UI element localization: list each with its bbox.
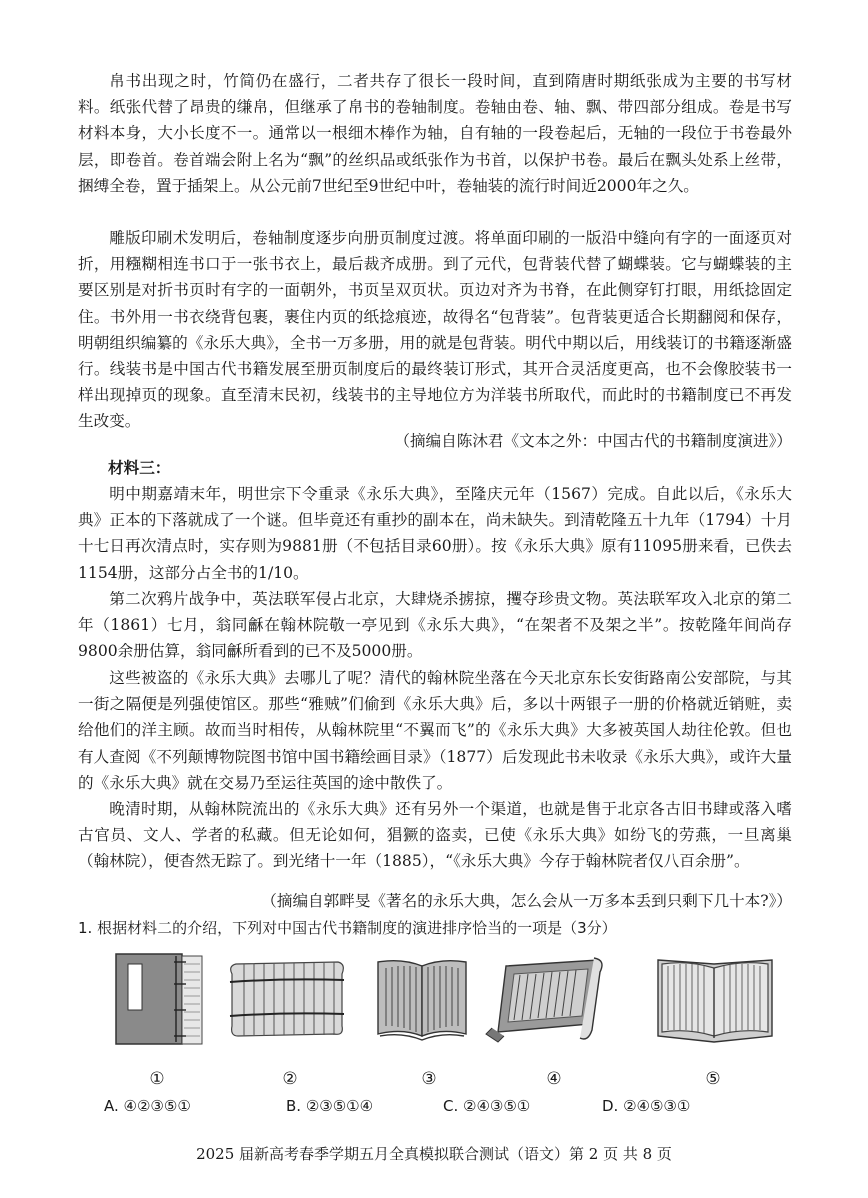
option-d[interactable]: D. ②④⑤③①: [602, 1097, 691, 1115]
option-b[interactable]: B. ②③⑤①④: [286, 1097, 374, 1115]
figure-label-4: ④: [546, 1069, 562, 1089]
figure-label-1: ①: [149, 1069, 165, 1089]
scroll-illustration: [484, 952, 608, 1048]
material3-paragraph-2: 第二次鸦片战争中，英法联军侵占北京，大肆烧杀掳掠，攫夺珍贵文物。英法联军攻入北京的第二年（1861）七月，翁同龢在翰林院敬一亭见到《永乐大典》，“在架者不及架之半”。按乾隆年间尚存9800余册估算，翁同龢所看到的已不及5000册。: [78, 590, 792, 661]
material3-paragraph-3: 这些被盗的《永乐大典》去哪儿了呢？清代的翰林院坐落在今天北京东长安街路南公安部院，与其一街之隔便是列强使馆区。那些“雅贼”们偷到《永乐大典》后，多以十两银子一册的价格就近销赃，卖给他们的洋主顾。故而当时相传，从翰林院里“不翼而飞”的《永乐大典》大多被英国人劫往伦敦。但也有人查阅《不列颠博物院图书馆中国书籍绘画目录》（1877）后发现此书未收录《永乐大典》，或许大量的《永乐大典》就在交易乃至运往英国的途中散佚了。: [78, 669, 792, 792]
option-a[interactable]: A. ④②③⑤①: [104, 1097, 191, 1115]
book-forms-figures: [0, 952, 868, 1048]
wrapped-back-binding-illustration: [656, 952, 774, 1048]
material3-paragraph-4: 晚清时期，从翰林院流出的《永乐大典》还有另外一个渠道，也就是售于北京各古旧书肆或落入嗜古官员、文人、学者的私藏。但无论如何，猖獗的盗卖，已使《永乐大典》如纷飞的劳燕，一旦离巢（翰林院），便杳然无踪了。到光绪十一年（1885），“《永乐大典》今存于翰林院者仅八百余册”。: [78, 800, 792, 871]
butterfly-binding-illustration: [374, 952, 470, 1048]
figure-label-5: ⑤: [705, 1069, 721, 1089]
thread-bound-book-illustration: [114, 952, 206, 1048]
option-c[interactable]: C. ②④③⑤①: [443, 1097, 531, 1115]
material3-heading: 材料三：: [108, 458, 171, 477]
bamboo-slips-illustration: [226, 952, 348, 1044]
figure-label-2: ②: [282, 1069, 298, 1089]
material3-citation: （摘编自郭畔旻《著名的永乐大典，怎么会从一万多本丢到只剩下几十本?》）: [261, 892, 792, 910]
material2-paragraph-2: 雕版印刷术发明后，卷轴制度逐步向册页制度过渡。将单面印刷的一版沿中缝向有字的一面逐页对折，用糨糊相连书口于一张书衣上，最后裁齐成册。到了元代，包背装代替了蝴蝶装。它与蝴蝶装的主要区别是对折书页时有字的一面朝外，书页呈双页状。页边对齐为书脊，在此侧穿钉打眼，用纸捻固定住。书外用一书衣绕背包裹，裹住内页的纸捻痕迹，故得名“包背装”。包背装更适合长期翻阅和保存，明朝组织编纂的《永乐大典》，全书一万多册，用的就是包背装。明代中期以后，用线装订的书籍逐渐盛行。线装书是中国古代书籍发展至册页制度后的最终装订形式，其开合灵活度更高，也不会像胶装书一样出现掉页的现象。直至清末民初，线装书的主导地位方为洋装书所取代，而此时的书籍制度已不再发生改变。: [78, 229, 792, 431]
page-footer: 2025 届新高考春季学期五月全真模拟联合测试（语文）第 2 页 共 8 页: [196, 1145, 672, 1163]
question-1-stem: 1. 根据材料二的介绍，下列对中国古代书籍制度的演进排序恰当的一项是（3分）: [78, 919, 617, 937]
material2-citation: （摘编自陈沐君《文本之外：中国古代的书籍制度演进》）: [394, 432, 792, 450]
material2-paragraph-1: 帛书出现之时，竹简仍在盛行，二者共存了很长一段时间，直到隋唐时期纸张成为主要的书写材料。纸张代替了昂贵的缣帛，但继承了帛书的卷轴制度。卷轴由卷、轴、飘、带四部分组成。卷是书写材料本身，大小长度不一。通常以一根细木棒作为轴，自有轴的一段卷起后，无轴的一段位于书卷最外层，即卷首。卷首端会附上名为“飘”的丝织品或纸张作为书首，以保护书卷。最后在飘头处系上丝带，捆缚全卷，置于插架上。从公元前7世纪至9世纪中叶，卷轴装的流行时间近2000年之久。: [78, 72, 792, 195]
figure-label-3: ③: [421, 1069, 437, 1089]
material3-paragraph-1: 明中期嘉靖末年，明世宗下令重录《永乐大典》，至隆庆元年（1567）完成。自此以后，《永乐大典》正本的下落就成了一个谜。但毕竟还有重抄的副本在，尚未缺失。到清乾隆五十九年（1794）十月十七日再次清点时，实存则为9881册（不包括目录60册）。按《永乐大典》原有11095册来看，已佚去1154册，这部分占全书的1/10。: [78, 485, 792, 582]
